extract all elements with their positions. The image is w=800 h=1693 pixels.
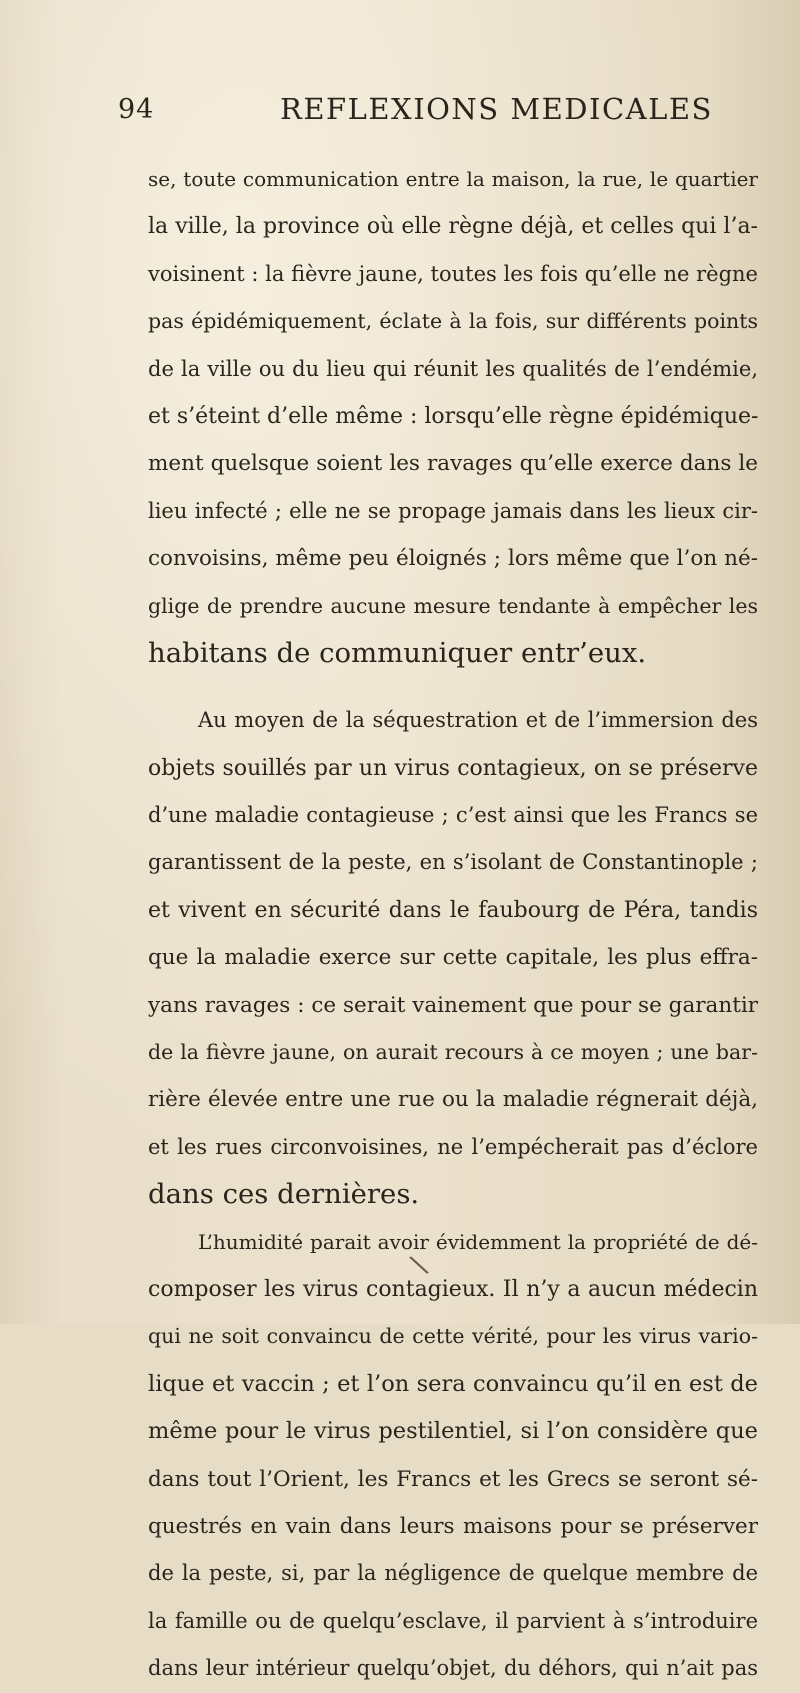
text-line: qui ne soit convaincu de cette vérité, pour les virus vario- — [148, 1324, 758, 1349]
text-line: et les rues circonvoisines, ne l’empécherait pas d’éclore — [148, 1134, 758, 1159]
text-line: habitans de communiquer entr’eux. — [148, 636, 647, 669]
text-line: L’humidité parait avoir évidemment la propriété de dé- — [198, 1229, 758, 1254]
text-line: garantissent de la peste, en s’isolant de Constantinople ; — [148, 850, 758, 875]
text-line: voisinent : la fièvre jaune, toutes les fois qu’elle ne règne — [148, 261, 758, 286]
page-header — [118, 88, 718, 140]
running-title: REFLEXIONS MEDICALES — [280, 92, 713, 126]
text-line: et s’éteint d’elle même : lorsqu’elle règne épidémique- — [148, 403, 759, 429]
text-line: de la ville ou du lieu qui réunit les qualités de l’endémie, — [148, 356, 758, 381]
text-line: objets souillés par un virus contagieux, on se préserve — [148, 755, 758, 781]
text-line: la ville, la province où elle règne déjà, et celles qui l’a- — [148, 214, 758, 240]
page-number: 94 — [118, 94, 155, 125]
text-line: composer les virus contagieux. Il n’y a aucun médecin — [148, 1276, 758, 1302]
text-line: et vivent en sécurité dans le faubourg de Péra, tandis — [148, 897, 758, 923]
text-line: yans ravages : ce serait vainement que pour se garantir — [148, 992, 758, 1018]
paragraph-3 — [148, 1219, 758, 1693]
text-line: dans ces dernières. — [148, 1178, 420, 1211]
paragraph-1 — [148, 156, 758, 677]
text-line: pas épidémiquement, éclate à la fois, sur différents points — [148, 309, 758, 334]
text-line: se, toute communication entre la maison, la rue, le quartier — [148, 167, 758, 191]
text-line: dans leur intérieur quelqu’objet, du déhors, qui n’ait pas — [148, 1656, 758, 1681]
text-line: lique et vaccin ; et l’on sera convaincu qu’il en est de — [148, 1370, 758, 1397]
ink-mark: \ — [406, 1247, 432, 1282]
text-line: dans tout l’Orient, les Francs et les Grecs se seront sé- — [148, 1466, 758, 1492]
body-text — [148, 156, 758, 1693]
text-line: Au moyen de la séquestration et de l’immersion des — [198, 708, 758, 733]
text-line: la famille ou de quelqu’esclave, il parvient à s’introduire — [148, 1608, 758, 1633]
text-line: de la fièvre jaune, on aurait recours à ce moyen ; une bar- — [148, 1040, 758, 1065]
text-line: glige de prendre aucune mesure tendante à empêcher les — [148, 593, 758, 618]
text-line: rière élevée entre une rue ou la maladie régnerait déjà, — [148, 1087, 758, 1113]
text-line: convoisins, même peu éloignés ; lors même que l’on né- — [148, 546, 758, 572]
text-line: lieu infecté ; elle ne se propage jamais dans les lieux cir- — [148, 498, 758, 523]
text-line: que la maladie exerce sur cette capitale, les plus effra- — [148, 945, 758, 971]
text-line: questrés en vain dans leurs maisons pour se préserver — [148, 1513, 758, 1539]
text-line: même pour le virus pestilentiel, si l’on considère que — [148, 1418, 758, 1445]
text-line: ment quelsque soient les ravages qu’elle exerce dans le — [148, 451, 758, 477]
paragraph-2 — [148, 697, 758, 1218]
text-line: de la peste, si, par la négligence de quelque membre de — [148, 1561, 758, 1586]
text-line: d’une maladie contagieuse ; c’est ainsi que les Francs se — [148, 803, 758, 828]
